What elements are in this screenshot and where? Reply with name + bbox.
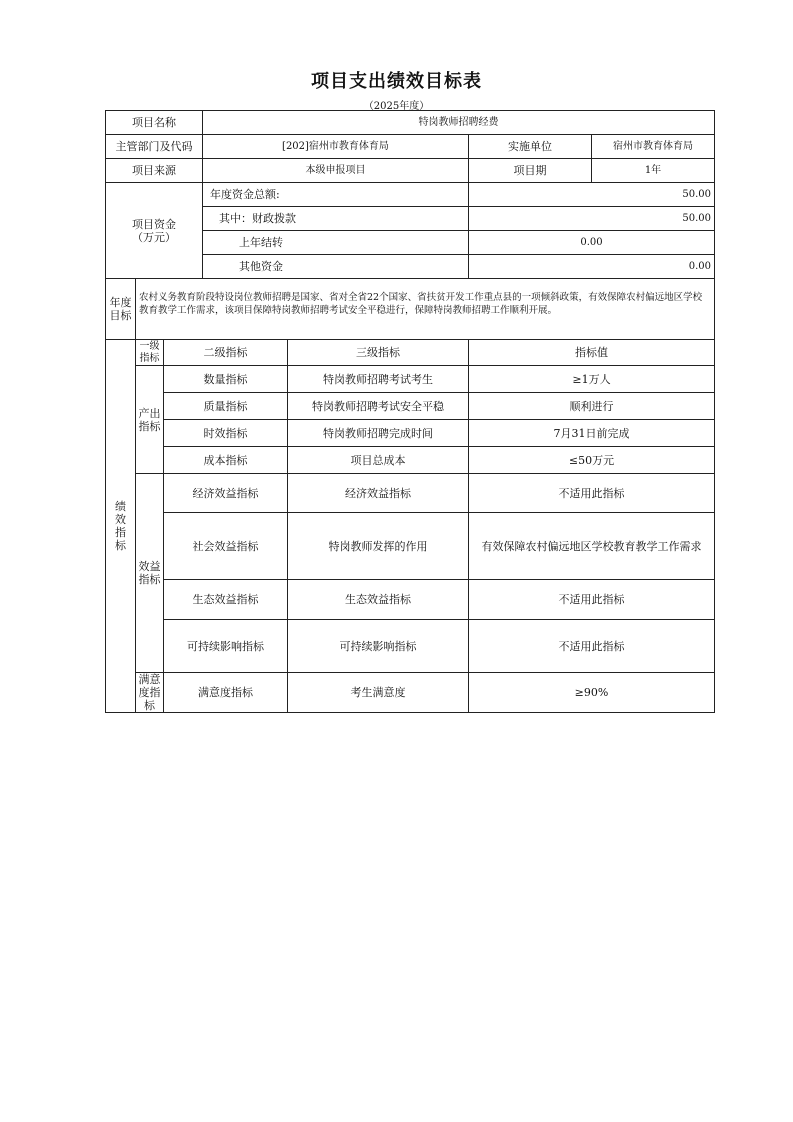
value-period: 1年 [592,159,715,183]
group-output: 产出 指标 [136,366,164,474]
indicator-row [106,474,715,513]
indicator-level3: 生态效益指标 [288,580,469,620]
row-dept [106,135,715,159]
fiscal-year: （2025年度） [363,101,430,112]
header-value: 指标值 [469,340,715,366]
label-other: 其他资金 [203,255,469,279]
value-last-year: 0.00 [469,231,715,255]
indicator-level3: 可持续影响指标 [288,620,469,673]
indicator-level3: 特岗教师招聘完成时间 [288,420,469,447]
group-benefit: 效益 指标 [136,474,164,673]
performance-target-table [105,110,715,713]
value-project-name: 特岗教师招聘经费 [203,111,715,135]
value-annual-total: 50.00 [469,183,715,207]
indicator-row [106,366,715,393]
label-project-name: 项目名称 [106,111,203,135]
indicator-level3: 经济效益指标 [288,474,469,513]
value-source: 本级申报项目 [203,159,469,183]
value-impl-unit: 宿州市教育体育局 [592,135,715,159]
label-last-year: 上年结转 [203,231,469,255]
label-fiscal: 其中：财政拨款 [203,207,469,231]
header-level2: 二级指标 [164,340,288,366]
value-annual-goal: 农村义务教育阶段特设岗位教师招聘是国家、省对全省22个国家、省扶贫开发工作重点县的一项倾斜政策，有效保障农村偏远地区学校教育教学工作需求，该项目保障特岗教师招聘考试安全平稳进行，保障特岗教师招聘工作顺利开展。 [136,279,715,340]
indicator-level2: 质量指标 [164,393,288,420]
label-funds: 项目资金 （万元） [106,183,203,279]
indicator-level2: 生态效益指标 [164,580,288,620]
value-dept: [202]宿州市教育体育局 [203,135,469,159]
indicator-level3: 特岗教师发挥的作用 [288,513,469,580]
row-annual-total [106,183,715,207]
indicator-row [106,620,715,673]
label-annual-goal: 年度 目标 [106,279,136,340]
indicator-value: ≤50万元 [469,447,715,474]
indicator-row [106,447,715,474]
indicator-row [106,393,715,420]
row-annual-goal [106,279,715,340]
label-impl-unit: 实施单位 [469,135,592,159]
indicator-value: 7月31日前完成 [469,420,715,447]
indicator-row [106,580,715,620]
label-annual-total: 年度资金总额: [203,183,469,207]
row-source [106,159,715,183]
indicator-value: 有效保障农村偏远地区学校教育教学工作需求 [469,513,715,580]
indicator-value: 不适用此指标 [469,620,715,673]
header-level3: 三级指标 [288,340,469,366]
label-dept: 主管部门及代码 [106,135,203,159]
indicator-value: ≥90% [469,673,715,713]
value-other: 0.00 [469,255,715,279]
indicator-level2: 时效指标 [164,420,288,447]
indicator-level2: 数量指标 [164,366,288,393]
label-period: 项目期 [469,159,592,183]
indicator-value: 不适用此指标 [469,474,715,513]
value-fiscal: 50.00 [469,207,715,231]
indicator-level3: 特岗教师招聘考试安全平稳 [288,393,469,420]
group-satisfaction: 满意 度指 标 [136,673,164,713]
indicator-row [106,513,715,580]
indicator-level2: 社会效益指标 [164,513,288,580]
indicator-level2: 满意度指标 [164,673,288,713]
indicator-row [106,673,715,713]
indicator-row [106,420,715,447]
row-project-name [106,111,715,135]
row-indicator-header [106,340,715,366]
indicator-level3: 考生满意度 [288,673,469,713]
indicator-level3: 特岗教师招聘考试考生 [288,366,469,393]
indicator-level2: 成本指标 [164,447,288,474]
indicator-value: ≥1万人 [469,366,715,393]
label-source: 项目来源 [106,159,203,183]
indicator-level2: 经济效益指标 [164,474,288,513]
indicator-value: 不适用此指标 [469,580,715,620]
label-perf: 绩 效 指 标 [106,340,136,713]
indicator-value: 顺利进行 [469,393,715,420]
page-title: 项目支出绩效目标表 [311,71,482,92]
header-level1: 一级 指标 [136,340,164,366]
indicator-level3: 项目总成本 [288,447,469,474]
indicator-level2: 可持续影响指标 [164,620,288,673]
